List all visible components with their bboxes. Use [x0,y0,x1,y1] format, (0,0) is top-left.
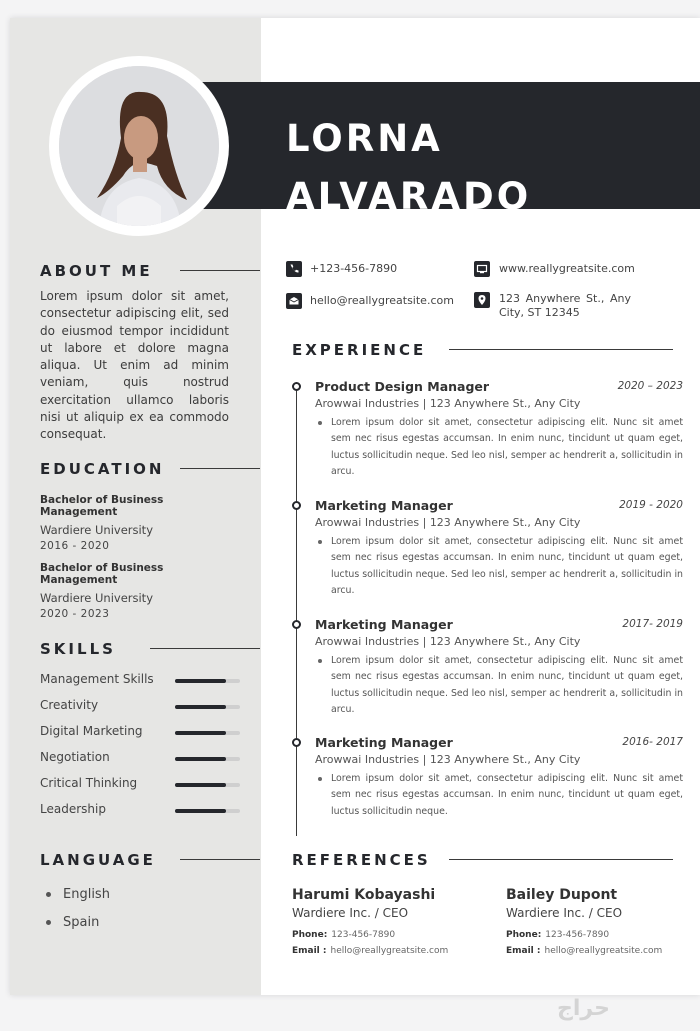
skill-label: Digital Marketing [40,724,143,738]
skill-label: Negotiation [40,750,110,764]
language-label: Spain [63,915,100,930]
job-description: Lorem ipsum dolor sit amet, consectetur adipiscing elit. Nunc sit amet sem nec risus egestas accumsan. In enim nunc, tincidunt ut quam eget, luctus sollicitudin neque. [331,773,683,817]
job-role: Marketing Manager [315,498,453,513]
skill-bar [175,783,240,787]
skill-label: Leadership [40,802,106,816]
reference-name: Bailey Dupont [506,887,618,903]
education-item [40,494,240,552]
phone-text: +123-456-7890 [310,262,398,275]
about-text: Lorem ipsum dolor sit amet, consectetur adipiscing elit, sed do eiusmod tempor incididunt ut labore et dolore magna aliqua. Ut enim ad minim veniam, quis nostrud exercitation ullamco laboris nisi ut aliquip ex ea commodo consequat. [40,289,229,442]
reference-phone [292,930,472,940]
job-dates: 2016- 2017 [622,736,683,748]
skill-bar-fill [175,809,226,813]
bullet-icon [46,892,51,897]
skill-label: Critical Thinking [40,776,138,790]
skills-title: SKILLS [40,640,116,658]
timeline-dot [292,501,301,510]
skill-bar-fill [175,679,226,683]
email-text: hello@reallygreatsite.com [310,294,454,307]
skill-label: Creativity [40,698,99,712]
skill-row [40,776,250,792]
language-item [46,887,110,902]
degree: Bachelor of Business Management [40,494,164,518]
skill-bar [175,757,240,761]
globe-icon [474,261,490,277]
email-key: Email : [506,946,541,956]
phone-key: Phone: [292,930,328,940]
job-dates: 2017- 2019 [622,618,683,630]
address-line-2: City, ST 12345 [499,306,580,319]
phone-icon [286,261,302,277]
skill-row [40,750,250,766]
language-label: English [63,887,110,902]
language-item [46,915,99,930]
website-text: www.reallygreatsite.com [499,262,635,275]
job-company: Arowwai Industries | 123 Anywhere St., Any City [315,635,581,648]
skill-bar [175,679,240,683]
last-name: ALVARADO [286,175,532,218]
job-company: Arowwai Industries | 123 Anywhere St., Any City [315,753,581,766]
about-title: ABOUT ME [40,262,153,280]
job-company: Arowwai Industries | 123 Anywhere St., Any City [315,397,581,410]
reference-role: Wardiere Inc. / CEO [506,906,623,920]
skill-row [40,802,250,818]
reference-phone [506,930,686,940]
skill-row [40,724,250,740]
job-role: Product Design Manager [315,379,490,394]
reference-name: Harumi Kobayashi [292,887,436,903]
experience-timeline [296,388,297,836]
skill-row [40,698,250,714]
skill-bar-fill [175,705,226,709]
language-title: LANGUAGE [40,851,156,869]
reference-item [292,887,472,956]
skill-bar-fill [175,731,226,735]
education-title: EDUCATION [40,460,165,478]
reference-item [506,887,686,956]
school: Wardiere University [40,523,153,537]
education-divider [180,468,260,469]
skills-divider [150,648,260,649]
skill-label: Management Skills [40,672,154,686]
skill-row [40,672,250,688]
email-icon [286,293,302,309]
timeline-dot [292,382,301,391]
email-value: hello@reallygreatsite.com [544,946,663,956]
bullet-icon [318,540,322,544]
job-dates: 2019 - 2020 [619,499,683,511]
bullet-icon [318,777,322,781]
skill-bar-fill [175,783,226,787]
skill-bar [175,705,240,709]
job-company: Arowwai Industries | 123 Anywhere St., Any City [315,516,581,529]
bullet-icon [318,659,322,663]
address-text [499,292,631,320]
phone-value: 123-456-7890 [545,930,610,940]
references-title: REFERENCES [292,851,431,869]
experience-title: EXPERIENCE [292,341,427,359]
address-line-1: 123 Anywhere St., Any [499,292,631,305]
timeline-dot [292,738,301,747]
skill-bar [175,731,240,735]
experience-divider [449,349,673,350]
phone-key: Phone: [506,930,542,940]
email-key: Email : [292,946,327,956]
email-value: hello@reallygreatsite.com [330,946,449,956]
name-heading [286,110,531,226]
job-role: Marketing Manager [315,735,453,750]
degree: Bachelor of Business Management [40,562,164,586]
bullet-icon [46,920,51,925]
job-role: Marketing Manager [315,617,453,632]
profile-photo [59,66,219,226]
skill-bar [175,809,240,813]
phone-value: 123-456-7890 [331,930,396,940]
language-divider [180,859,260,860]
reference-role: Wardiere Inc. / CEO [292,906,409,920]
location-pin-icon [474,292,490,308]
job-description: Lorem ipsum dolor sit amet, consectetur adipiscing elit. Nunc sit amet sem nec risus egestas accumsan. In enim nunc, tincidunt ut quam eget, luctus sollicitudin neque. Sed leo nisl, semper ac hendrerit a, sollicitudin in arcu. [331,536,683,596]
skill-bar-fill [175,757,226,761]
job-description: Lorem ipsum dolor sit amet, consectetur adipiscing elit. Nunc sit amet sem nec risus egestas accumsan. In enim nunc, tincidunt ut quam eget, luctus sollicitudin neque. Sed leo nisl, semper ac hendrerit a, sollicitudin in arcu. [331,417,683,477]
education-item [40,562,240,620]
first-name: LORNA [286,117,443,160]
years: 2020 - 2023 [40,608,110,620]
timeline-dot [292,620,301,629]
years: 2016 - 2020 [40,540,110,552]
school: Wardiere University [40,591,153,605]
resume-page [10,18,700,995]
references-divider [449,859,673,860]
job-dates: 2020 – 2023 [617,380,683,392]
reference-email [506,946,686,956]
watermark: حراج [557,996,610,1021]
about-divider [180,270,260,271]
bullet-icon [318,421,322,425]
job-description: Lorem ipsum dolor sit amet, consectetur adipiscing elit. Nunc sit amet sem nec risus egestas accumsan. In enim nunc, tincidunt ut quam eget, luctus sollicitudin neque. Sed leo nisl, semper ac hendrerit a, sollicitudin in arcu. [331,655,683,715]
reference-email [292,946,472,956]
